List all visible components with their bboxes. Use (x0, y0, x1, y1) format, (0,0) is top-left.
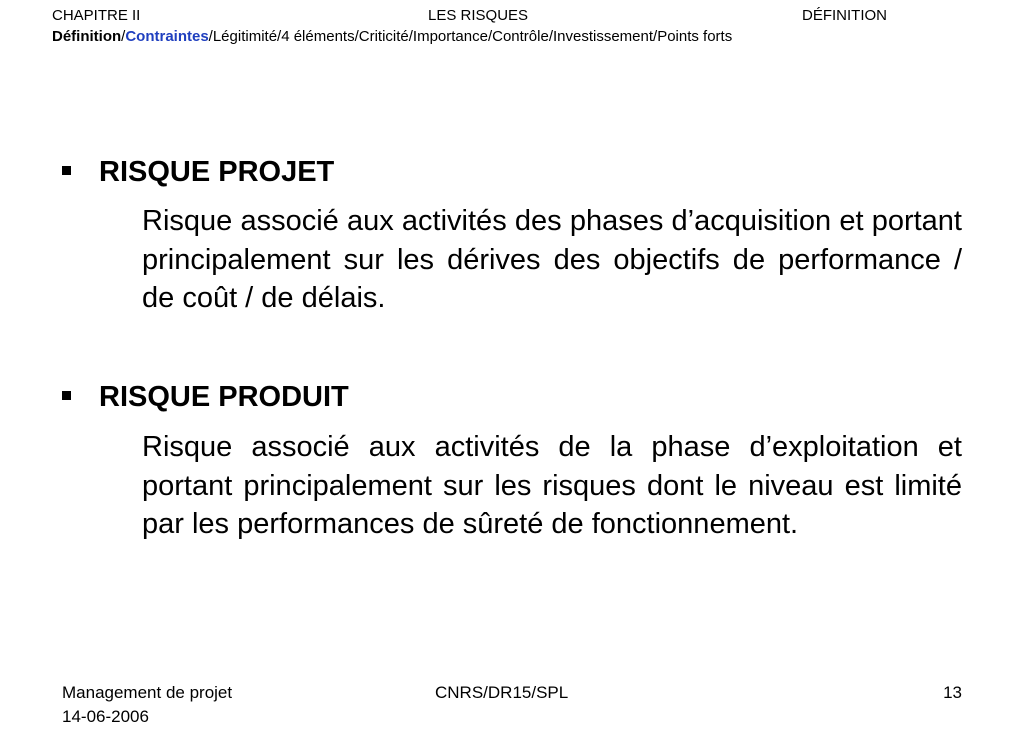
footer-page-number: 13 (943, 683, 962, 702)
paragraph-risque-produit: Risque associé aux activités de la phase d’exploitation et portant principalement sur les risques dont le niveau est limité par les performances de sûreté de fonctionnement. (142, 431, 962, 540)
heading-text: RISQUE PROJET (99, 156, 335, 188)
footer-course-title: Management de projet (62, 683, 233, 702)
breadcrumb-rest: /Légitimité/4 éléments/Criticité/Importance/Contrôle/Investissement/Points forts (208, 28, 733, 45)
header-chapter: CHAPITRE II (52, 7, 141, 24)
heading-text: RISQUE PRODUIT (99, 381, 349, 413)
breadcrumb-separator: / (121, 28, 126, 45)
bullet-heading-risque-produit (62, 380, 349, 414)
breadcrumb-item-contraintes: Contraintes (125, 28, 209, 45)
footer-date: 14-06-2006 (62, 707, 149, 726)
paragraph-risque-projet: Risque associé aux activités des phases d’acquisition et portant principalement sur les dérives des objectifs de performance / de coût / de délais. (142, 205, 962, 314)
breadcrumb (52, 28, 732, 46)
footer-organization: CNRS/DR15/SPL (435, 683, 569, 702)
header-topic: DÉFINITION (802, 7, 887, 24)
header-section: LES RISQUES (428, 7, 529, 24)
breadcrumb-item-definition: Définition (52, 28, 122, 45)
bullet-heading-risque-projet (62, 155, 334, 189)
square-bullet-icon (62, 391, 71, 400)
square-bullet-icon (62, 166, 71, 175)
